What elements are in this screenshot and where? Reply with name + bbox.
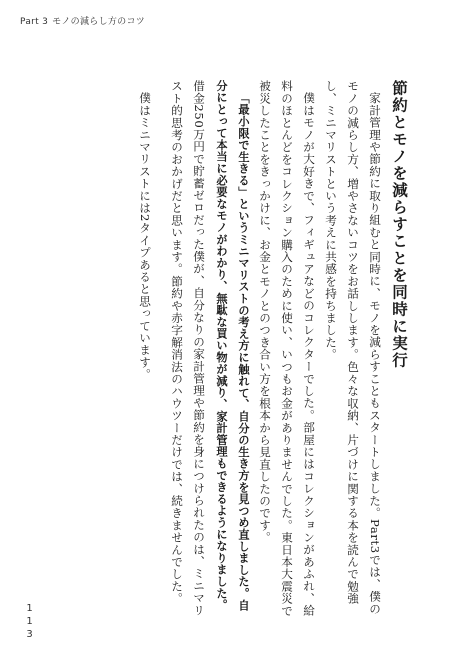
paragraph-3 (166, 80, 254, 620)
body-text (60, 80, 412, 620)
section-title: モノの減らし方のコツ (52, 17, 146, 27)
paragraph-1: 家計管理や節約に取り組むと同時に、モノを減らすこともスタートしました。Part3では、僕のモノの減らし方、増やさないコツをお話しします。色々な収納、片づけに関する本を読んで勉強し、ミニマリストという考えに共感を持ちました。 (324, 80, 382, 615)
chapter-heading: 節約とモノを減らすことを同時に実行 (390, 80, 408, 369)
paragraph-4: 僕はミニマリストには2タイプあると思っています。 (138, 91, 152, 381)
emphasized-text: 「最小限で生きる」というミニマリストの考え方に触れて、自分の生き方を見つめ直しました。自分にとって本当に必要なモノがわかり、無駄な買い物が減り、家計管理もできるようになりました。 (215, 80, 250, 611)
part-number: Part 3 (20, 17, 49, 27)
paragraph-2: 僕はモノが大好きで、フィギュアなどのコレクターでした。部屋にはコレクションがあふれ、給料のほとんどをコレクション購入のために使い、いつもお金がありませんでした。東日本大震災で被災したことをきっかけに、お金とモノとのつき合い方を根本から見直したのです。 (258, 80, 316, 617)
page-number: 113 (24, 603, 35, 642)
paragraph-3-rest: 借金250万円で貯蓄ゼロだった僕が、自分なりの家計管理や節約を身につけられたのは、ミニマリスト的思考のおかげだと思います。節約や赤字解消法のハウツーだけでは、続きませんでした。 (170, 80, 206, 617)
running-header (20, 14, 145, 27)
